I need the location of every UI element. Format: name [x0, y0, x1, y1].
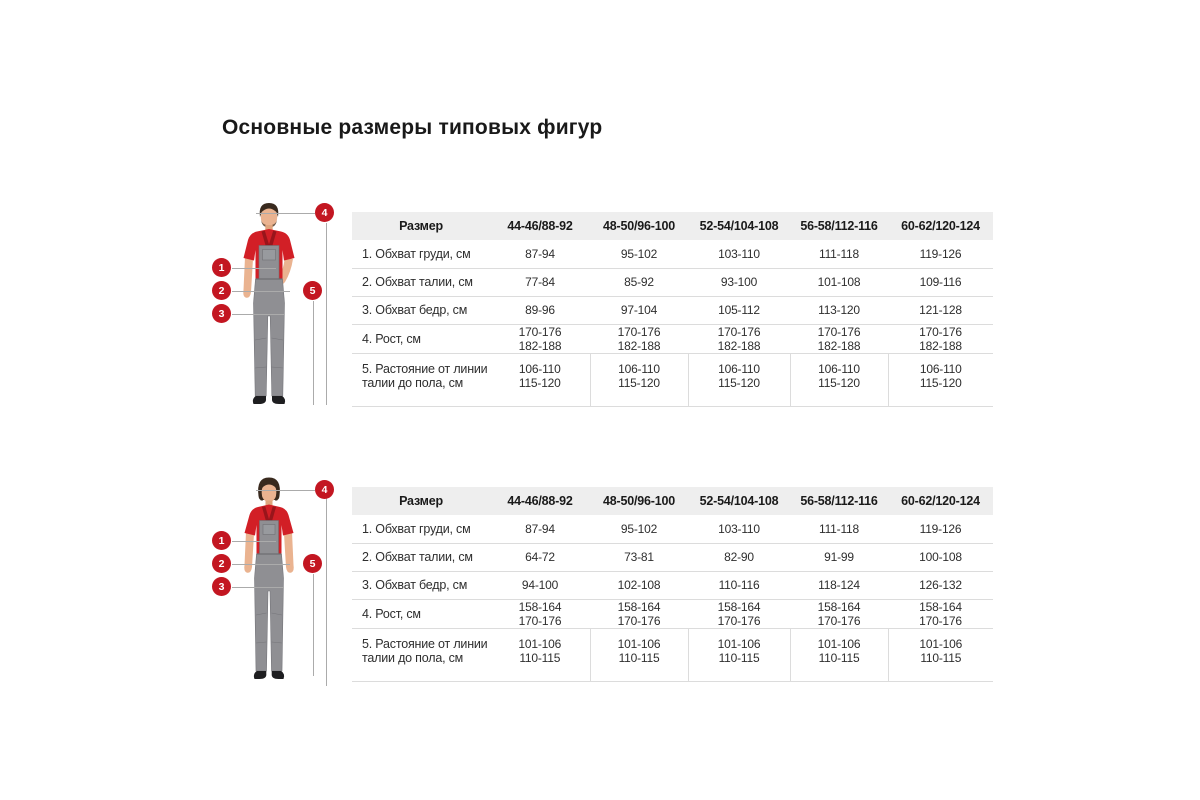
size-cell: 121-128	[888, 296, 993, 324]
size-cell: 95-102	[590, 515, 688, 543]
measure-line-waist-to-floor	[313, 574, 314, 676]
size-cell-pair: 170-176182-188	[688, 324, 790, 353]
size-cell: 93-100	[688, 268, 790, 296]
column-header: 48-50/96-100	[590, 487, 688, 515]
measure-line-chest	[232, 268, 276, 269]
table-row-height	[352, 599, 993, 628]
measure-line-waist-to-floor	[313, 301, 314, 405]
women-size-table	[352, 487, 993, 682]
column-header: 52-54/104-108	[688, 487, 790, 515]
size-cell-pair: 101-106110-115	[688, 628, 790, 681]
size-cell: 103-110	[688, 240, 790, 268]
male-figure-drawing	[224, 200, 314, 412]
size-cell-pair: 106-110115-120	[888, 353, 993, 406]
column-header: 48-50/96-100	[590, 212, 688, 240]
measure-line-waist	[232, 291, 290, 292]
size-cell: 77-84	[490, 268, 590, 296]
women-table-header-row	[352, 487, 993, 515]
size-cell-pair: 101-106110-115	[790, 628, 888, 681]
size-cell-pair: 106-110115-120	[688, 353, 790, 406]
table-row-waist-to-floor	[352, 628, 993, 681]
size-cell-pair: 158-164170-176	[490, 599, 590, 628]
row-label: 3. Обхват бедр, см	[352, 571, 490, 599]
size-cell-pair: 158-164170-176	[688, 599, 790, 628]
size-cell: 119-126	[888, 240, 993, 268]
size-cell: 85-92	[590, 268, 688, 296]
size-cell-pair: 158-164170-176	[590, 599, 688, 628]
size-cell: 103-110	[688, 515, 790, 543]
column-header: 56-58/112-116	[790, 487, 888, 515]
size-cell: 110-116	[688, 571, 790, 599]
size-cell: 94-100	[490, 571, 590, 599]
size-cell: 89-96	[490, 296, 590, 324]
marker-waist: 2	[212, 554, 231, 573]
column-header: 60-62/120-124	[888, 487, 993, 515]
size-cell-pair: 106-110115-120	[790, 353, 888, 406]
men-table-header-row	[352, 212, 993, 240]
size-cell: 118-124	[790, 571, 888, 599]
table-row-hips	[352, 571, 993, 599]
marker-chest: 1	[212, 258, 231, 277]
female-figure-illustration	[198, 473, 348, 688]
table-row-height	[352, 324, 993, 353]
column-header: 60-62/120-124	[888, 212, 993, 240]
column-header: 44-46/88-92	[490, 212, 590, 240]
size-cell-pair: 158-164170-176	[888, 599, 993, 628]
column-header: 56-58/112-116	[790, 212, 888, 240]
size-cell: 87-94	[490, 515, 590, 543]
page-title: Основные размеры типовых фигур	[222, 116, 603, 139]
size-cell-pair: 170-176182-188	[590, 324, 688, 353]
size-cell: 91-99	[790, 543, 888, 571]
size-cell: 111-118	[790, 515, 888, 543]
size-cell-pair: 170-176182-188	[888, 324, 993, 353]
size-cell: 105-112	[688, 296, 790, 324]
row-label: 4. Рост, см	[352, 599, 490, 628]
size-cell-pair: 106-110115-120	[490, 353, 590, 406]
table-row-waist	[352, 543, 993, 571]
column-header: 44-46/88-92	[490, 487, 590, 515]
column-header-size: Размер	[352, 212, 490, 240]
men-size-table	[352, 212, 993, 407]
measure-line-hips	[232, 587, 284, 588]
size-cell: 111-118	[790, 240, 888, 268]
marker-waist: 2	[212, 281, 231, 300]
size-cell-pair: 158-164170-176	[790, 599, 888, 628]
row-label: 2. Обхват талии, см	[352, 543, 490, 571]
size-cell: 64-72	[490, 543, 590, 571]
measure-line-height-vertical	[326, 498, 327, 686]
marker-height: 4	[315, 480, 334, 499]
table-row-waist-to-floor	[352, 353, 993, 406]
size-cell-pair: 170-176182-188	[790, 324, 888, 353]
size-cell-pair: 101-106110-115	[888, 628, 993, 681]
row-label: 5. Растояние от линии талии до пола, см	[352, 353, 490, 406]
measure-line-waist	[232, 564, 290, 565]
marker-chest: 1	[212, 531, 231, 550]
marker-waist-to-floor: 5	[303, 554, 322, 573]
size-cell: 87-94	[490, 240, 590, 268]
size-cell: 95-102	[590, 240, 688, 268]
size-cell-pair: 170-176182-188	[490, 324, 590, 353]
size-cell: 126-132	[888, 571, 993, 599]
size-cell: 100-108	[888, 543, 993, 571]
male-figure-illustration	[198, 198, 348, 413]
row-label: 1. Обхват груди, см	[352, 240, 490, 268]
size-cell: 109-116	[888, 268, 993, 296]
marker-hips: 3	[212, 577, 231, 596]
size-cell: 101-108	[790, 268, 888, 296]
table-row-waist	[352, 268, 993, 296]
measure-line-chest	[232, 541, 276, 542]
measure-line-height-horizontal	[256, 490, 315, 491]
marker-waist-to-floor: 5	[303, 281, 322, 300]
row-label: 3. Обхват бедр, см	[352, 296, 490, 324]
size-cell-pair: 101-106110-115	[490, 628, 590, 681]
column-header-size: Размер	[352, 487, 490, 515]
size-cell: 113-120	[790, 296, 888, 324]
measure-line-height-vertical	[326, 223, 327, 405]
female-figure-drawing	[224, 475, 314, 687]
size-cell: 97-104	[590, 296, 688, 324]
measure-line-hips	[232, 314, 284, 315]
marker-hips: 3	[212, 304, 231, 323]
row-label: 4. Рост, см	[352, 324, 490, 353]
row-label: 1. Обхват груди, см	[352, 515, 490, 543]
column-header: 52-54/104-108	[688, 212, 790, 240]
table-row-hips	[352, 296, 993, 324]
marker-height: 4	[315, 203, 334, 222]
measure-line-height-horizontal	[256, 213, 315, 214]
size-cell: 102-108	[590, 571, 688, 599]
size-cell-pair: 101-106110-115	[590, 628, 688, 681]
table-row-chest	[352, 240, 993, 268]
row-label: 5. Растояние от линии талии до пола, см	[352, 628, 490, 681]
size-cell: 82-90	[688, 543, 790, 571]
table-row-chest	[352, 515, 993, 543]
size-cell-pair: 106-110115-120	[590, 353, 688, 406]
row-label: 2. Обхват талии, см	[352, 268, 490, 296]
size-cell: 119-126	[888, 515, 993, 543]
size-cell: 73-81	[590, 543, 688, 571]
